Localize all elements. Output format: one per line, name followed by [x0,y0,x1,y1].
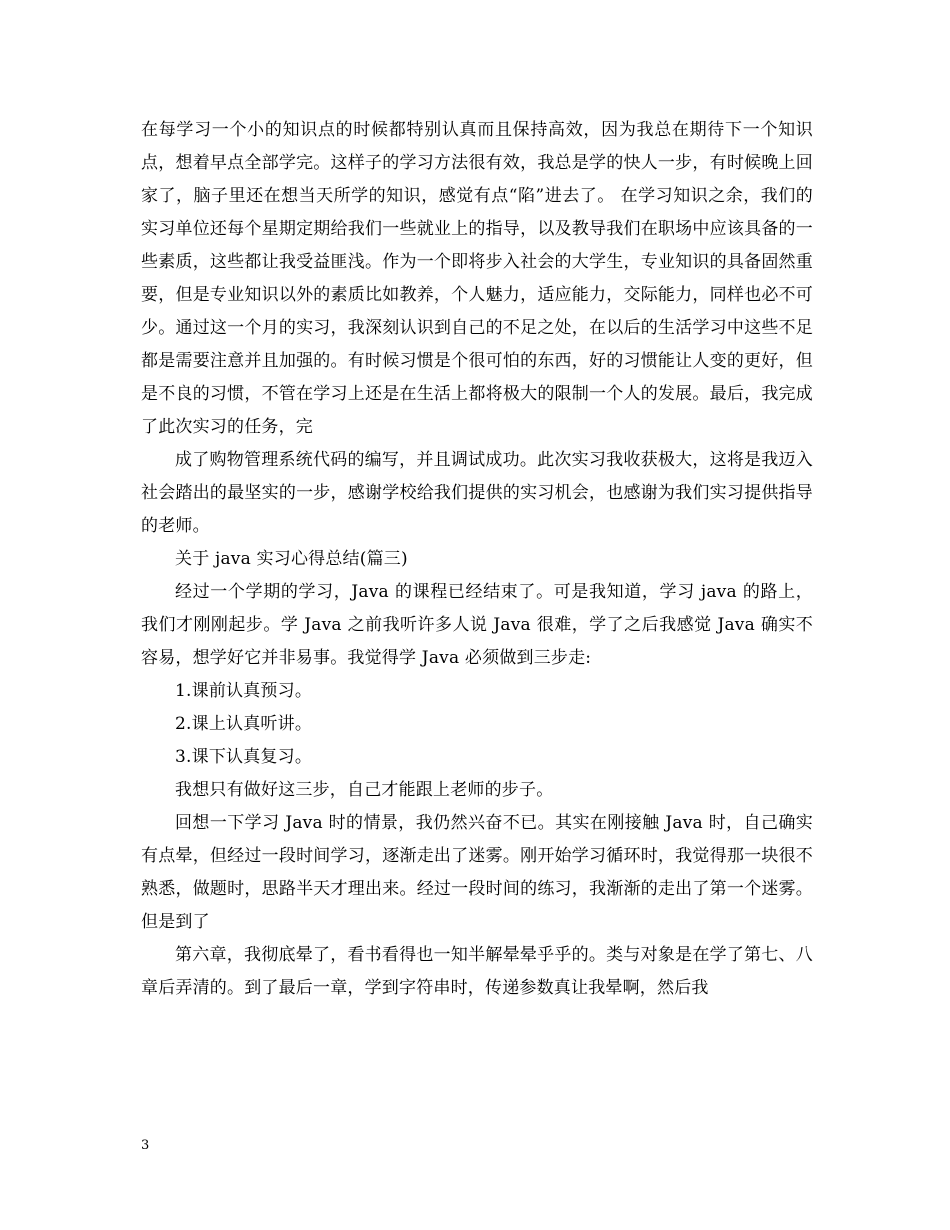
paragraph: 经过一个学期的学习，Java 的课程已经结束了。可是我知道，学习 java 的路上，我们才刚刚起步。学 Java 之前我听许多人说 Java 很难，学了之后我感觉 Java 确实不容易，想学好它并非易事。我觉得学 Java 必须做到三步走: [141,582,813,668]
list-item: 2.课上认真听讲。 [175,714,313,734]
paragraph: 成了购物管理系统代码的编写，并且调试成功。此次实习我收获极大，这将是我迈入社会踏出的最坚实的一步，感谢学校给我们提供的实习机会，也感谢为我们实习提供指导的老师。 [141,450,813,536]
paragraph: 回想一下学习 Java 时的情景，我仍然兴奋不已。其实在刚接触 Java 时，自己确实有点晕，但经过一段时间学习，逐渐走出了迷雾。刚开始学习循环时，我觉得那一块很不熟悉，做题时，思路半天才理出来。经过一段时间的练习，我渐渐的走出了第一个迷雾。但是到了 [141,813,813,932]
paragraph: 在每学习一个小的知识点的时候都特别认真而且保持高效，因为我总在期待下一个知识点，想着早点全部学完。这样子的学习方法很有效，我总是学的快人一步，有时候晚上回家了，脑子里还在想当天所学的知识，感觉有点“陷”进去了。 在学习知识之余，我们的实习单位还每个星期定期给我们一些就业上的指导，以及教导我们在职场中应该具备的一些素质，这些都让我受益匪浅。作为一个即将步入社会的大学生，专业知识的具备固然重要，但是专业知识以外的素质比如教养，个人魅力，适应能力，交际能力，同样也必不可少。通过这一个月的实习，我深刻认识到自己的不足之处，在以后的生活学习中这些不足都是需要注意并且加强的。有时候习惯是个很可怕的东西，好的习惯能让人变的更好，但是不良的习惯，不管在学习上还是在生活上都将极大的限制一个人的发展。最后，我完成了此次实习的任务，完 [141,120,813,437]
page-number: 3 [141,1138,150,1153]
section-heading: 关于 java 实习心得总结(篇三) [175,549,408,569]
list-item: 1.课前认真预习。 [175,681,313,701]
paragraph: 我想只有做好这三步，自己才能跟上老师的步子。 [175,780,554,800]
body-text [141,114,813,1005]
list-item: 3.课下认真复习。 [175,747,313,767]
paragraph: 第六章，我彻底晕了，看书看得也一知半解晕晕乎乎的。类与对象是在学了第七、八章后弄清的。到了最后一章，学到字符串时，传递参数真让我晕啊，然后我 [141,945,813,998]
